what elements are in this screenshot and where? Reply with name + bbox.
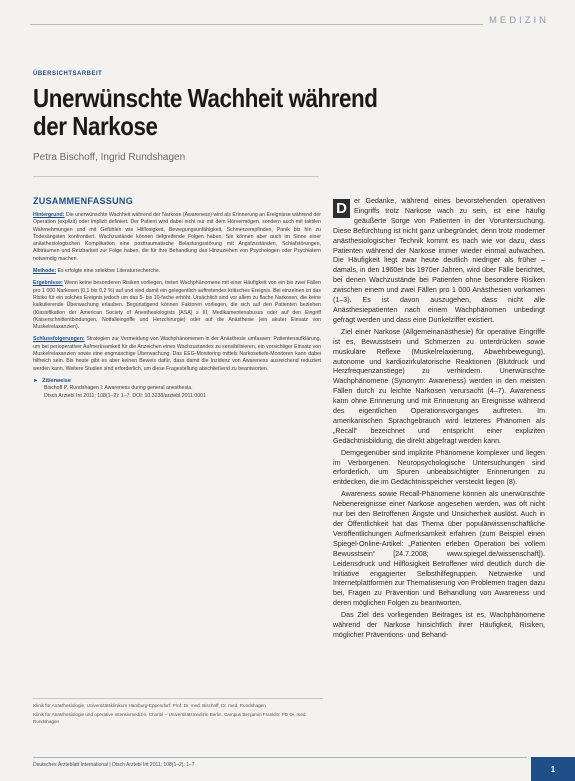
affiliation-2: Klinik für Anästhesiologie und operative Intensivmedizin, Charité – Universitätsmedizin Berlin, Campus Benjamin Franklin: PD Dr. med. Rundshagen [33,712,307,724]
summary-box [33,196,321,586]
citation-heading [33,378,321,385]
page-number: 1 [531,757,575,781]
results-text: Wenn keine besonderen Risiken vorliegen, treten Wachphänomene mit einer Häufigkeit von ein bis zwei Fällen pro 1 000 Narkosen (0,1 bis 0,2 %) auf und sind damit ein gelegentlich auftretendes kritisches Ereignis. Bei einzelnen ist das Risiko für ein solches Ereignis jedoch um das 5- bis 10-fache erhöht. Ursächlich sind vor allem zu flache Narkosen, die keine kalkulierende Überwachung erlauben. Begünstigend können Faktoren vorliegen, die sich auf den Patienten beziehen (Klassifikation der American Society of Anesthesiologists [ASA] ≥ III, Medikamentenabusus oder auf den Eingriff (Kaiserschnittentbindungen, Notfalleingriffe und Herzchirurgie) oder auf die Anästhesie (ein akuter Einsatz von Muskelrelaxanzien). [33,280,321,331]
article-title: Unerwünschte Wachheit während der Narkose [33,83,378,141]
citation-doi-link[interactable]: Dtsch Arztebl Int 2011; 108(1–2): 1–7. DOI: 10.3238/arztebl.2011.0001 [44,392,206,399]
summary-conclusion [33,336,321,372]
body-paragraph-5: Das Ziel des vorliegenden Beitrages ist es, Wachphänomene während der Narkose hinsichtlich ihrer Häufigkeit, Risiken, möglicher Präventions- und Behand- [333,611,545,639]
authors: Petra Bischoff, Ingrid Rundshagen [33,152,186,163]
method-label: Methode: [33,268,57,275]
footer-rule [33,757,527,758]
background-text: Die unerwünschte Wachheit während der Narkose (Awareness) wird als Erinnerung an Ereignisse während der Operation (explizit) oder implizit definiert. Der Patient wird dabei nicht nur mit dem Hörvermögen, sondern auch mit taktilen Wahrnehmungen und mit Gefühlen wie Hilflosigkeit, Bewegungsunfähigkeit, Schmerzempfinden, Panik bis hin zu Todesängsten konfrontiert. Wachzustände können tiefgreifende Folgen haben. Sie können aber auch im Sinne einer anästhesiologischen Komplikation eine posttraumatische Belastungsstörung mit Angstzuständen, Schlafstörungen, Albträumen und Reizbarkeit zur Folge haben, die für ihre Behandlung das Hinzuziehen von Psychologen oder Psychiatern notwendig machen. [33,212,321,262]
body-paragraph-1-text: er Gedanke, während eines bevorstehenden operativen Eingriffs trotz Narkose wach zu sein, ist eine häufig geäußerte Sorge von Patienten in der Voruntersuchung. Diese Befürchtung ist nicht ganz unbegründet, denn trotz moderner anästhesiologischer Technik kommt es nach wie vor dazu, dass Patienten während der Narkose immer wieder einmal aufwachen. Die Häufigkeit liegt zwar heute deutlich niedriger als früher – damals, in den 1960er bis 1970er Jahren, wird über Fälle berichtet, bei denen Wachzustände bei Patienten ohne besondere Risiken zwischen einem und zwei Fällen pro 1 000 Anästhesien vorkamen (1–3). Es ist davon auszugehen, dass nicht alle Anästhesiepatienten nach einem Wachphänomen unbedingt gefragt werden und dass eine Dunkelziffer existiert. [333,197,545,324]
body-paragraph-4: Awareness sowie Recall-Phänomene können als unerwünschte Nebenereignisse einer Narkose angesehen werden, was oft nicht nur bei den Betroffenen Ängste und Unsicherheit auslöst. Auch in der Öffentlichkeit hat das Thema über populärwissenschaftliche Veröffentlichungen Aufmerksamkeit erfahren (zum Beispiel einen Spiegel-Online-Artikel: „Patienten erleben Operation bei vollem Bewusstsein“ [24.7.2008; www.spiegel.de/wissenschaft]). Leidensdruck und Hilflosigkeit Betroffener wird deutlich durch die Initiative engagierter Selbsthilfegruppen. Netzwerke und Internetplattformen zur Thematisierung von Problemen tragen dazu bei, Fragen zu Prävention und Behandlung von Awareness und deren möglichen Folgen zu beantworten. [333,490,545,608]
affiliation-footnote [33,698,323,728]
body-paragraph-1 [333,197,545,326]
article-type: ÜBERSICHTSARBEIT [33,71,103,77]
results-label: Ergebnisse: [33,280,63,287]
header-rule [30,24,545,25]
background-label: Hintergrund: [33,212,65,218]
body-paragraph-2: Ziel einer Narkose (Allgemeinanästhesie) für operative Eingriffe ist es, Bewusstsein und Schmerzen zu unterdrücken sowie muskuläre Reflexe (Muskelrelaxierung, Abwehrbewegung), autonome und kardiozirkulatorische Reaktionen (Blutdruck und Herzfrequenzanstiege) zu verhindern. Unerwünschte Wachphänomene (Synonym: Awareness) werden in den meisten Fällen durch zu leichte Narkosen verursacht (4–7). Awareness kann ohne Erinnerung und mit Erinnerung an Ereignisse während des eigentlichen Operationsvorganges auftreten. Im amerikanischen Sprachgebrauch wird letzteres Phänomen als „Recall“ bezeichnet und entspricht einer expliziten Gedächtnisbildung, die direkt abgefragt werden kann. [333,327,545,445]
citation-label: Zitierweise [42,377,72,384]
triangle-right-icon: ► [33,377,39,384]
journal-reference: Deutsches Ärzteblatt International | Dtsch Arztebl Int 2011; 108(1–2): 1–7 [33,762,195,768]
citation-box [33,378,321,400]
conclusion-label: Schlussfolgerungen: [33,336,85,343]
title-rule [33,176,319,177]
body-paragraph-3: Demgegenüber sind implizite Phänomene komplexer und liegen im Verborgenen. Neuropsychologische Untersuchungen sind erforderlich, um Spuren unbeabsichtigter Erinnerungen zu entdecken, die im Gedächtnisspeicher versteckt liegen (8). [333,448,545,487]
method-text: Es erfolgte eine selektive Literaturrecherche. [57,268,161,275]
section-tag: MEDIZIN [483,15,549,26]
body-text-column [333,197,545,772]
summary-heading: ZUSAMMENFASSUNG [33,196,134,206]
citation-line-1: Bischoff P, Rundshagen I: Awareness during general anesthesia. [44,385,193,392]
summary-method [33,268,321,275]
affiliation-1: Klinik für Anästhesiologie, Universitätsklinikum Hamburg-Eppendorf: Prof. Dr. med. Bischoff, Dr. med. Rundshagen [33,703,266,708]
drop-cap: D [333,199,350,218]
summary-background [33,212,321,263]
summary-results [33,280,321,331]
conclusion-text: Strategien zur Vermeidung von Wachphänomenen in der Anästhesie umfassen: Patientenaufklärung, um bei perioperativer Aufmerksamkeit für die Anzeichen eines Wachzustandes zu sensibilisieren, ein vorsichtiger Einsatz von Muskelrelaxanzien sowie eine engmaschige Überwachung. Das EEG-Monitoring mittels Narkosetiefe-Monitoren kann dabei hilfreich sein. Bis heute gibt es aber keinen Beweis dafür, dass damit die Inzidenz von Awareness ausreichend reduziert werden kann. Weitere Studien sind erforderlich, um diese Fragestellung abschließend zu beantworten. [33,336,321,372]
